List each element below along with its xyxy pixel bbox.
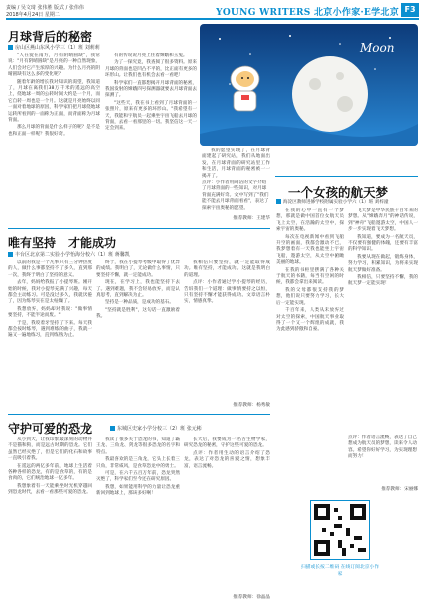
paragraph: 我知道，要成为一名航天员，不仅要有强健的体魄，还要有丰富的科学知识。 [348, 234, 418, 253]
paragraph: 我读了很多关于恐龙的书，知道了霸王龙、三角龙、剑龙等很多恐龙的名字和特点。 [96, 437, 180, 455]
paragraph: 飞天梦是中华民族千百年来的梦想。从"嫦娥奔月"的神话传说，到"神舟"飞船遨游太空，中国人一步一步实现着飞天梦想。 [348, 208, 418, 233]
article-4-recommender: 推荐教师：徐晶晶 [233, 595, 270, 600]
divider [8, 228, 270, 229]
paragraph: 随着年龄的增长我对知识的渴望，我知道了，月球在离我们38万千米的遥远的高空上，绕地球一周的公转时间大约是一个月，而它自转一周也是一个月。这就是月亮始终以同一面对着地球的原因，科学家们把月球绕地球运转所看到的一面称为正面，而背面称为月球背面。 [8, 79, 100, 124]
article-4-byline: 东城区史家小学分校三（2）班 张元彬 [110, 425, 202, 432]
paragraph: 我想象着有一天能乘坐时光机穿越回到恐龙时代，去看一看那些可爱的恐龙。 [8, 483, 92, 496]
article-1-col1 [8, 53, 100, 223]
paragraph: 有的传说说月亮上住着嫦娥和玉兔。 [114, 53, 188, 58]
paragraph: 从小到大，让我印象最深刻的动物并不是猫和狗，而是远古时期的恐龙。它们虽然已经灭绝了，但是它们的化石和故事一直吸引着我。 [8, 437, 92, 462]
article-3-title: 唯有坚持 才能成功 [8, 236, 117, 250]
divider [8, 414, 270, 415]
divider [275, 176, 418, 177]
paragraph: "人在爱在南方，月有阴晴圆缺"，我常说："月有阴晴圆缺"是月亮的一种自然现象，人们会对它产生浓厚的兴趣。为什么月亮的阴晴圆缺有这么多的变化呢？ [8, 53, 100, 78]
article-2-title: 一个女孩的航天梦 [288, 185, 389, 200]
section-title: YOUNG WRITERS 北京小作家·E学北京 [216, 8, 399, 18]
article-2-note: 点评：作者语言流畅，表达了自己想成为航天员的梦想，读来令人动容。希望你好好学习，为实现理想而努力！ [348, 435, 417, 460]
article-3-col2 [96, 260, 180, 410]
square-icon [276, 199, 281, 204]
date-line: 2018年4月24日 星期二 [6, 12, 60, 18]
paragraph: 我最喜欢的是三角龙，它头上长着三只角，非常威风，是食草恐龙中的勇士。 [96, 457, 180, 469]
article-4-col2 [96, 437, 180, 602]
paragraph: 我要从现在做起，锻炼身体，努力学习，积累知识，为将来实现航天梦做好准备。 [348, 254, 418, 273]
moon-astronaut-illustration [200, 24, 418, 146]
square-icon [8, 252, 13, 257]
paragraph: 那么月球的背面是什么样子的呢？是不是也和正面一样呢？我很好奇。 [8, 125, 100, 137]
paragraph: 为了一探究竟，我查阅了很多资料。原来月球的背面也是凹凸不平的，比正面有更多的环形山。让我们也有机会去看一看吧！ [105, 60, 197, 79]
paragraph: "坚持就是胜利"，这句话一直激励着我。 [96, 307, 180, 320]
article-2-recommender: 推荐教师：宋丽娜 [381, 487, 418, 492]
page-header-meta [6, 5, 84, 19]
paragraph: 我想放弃，妈妈却对我说："做事情要坚持，不能半途而废。" [8, 306, 92, 319]
header-rule [6, 18, 419, 20]
paragraph: 现在，在学习上，我也能坚持下去了。遇到难题，我不会轻易放弃，而是认真思考，直到解决为止。 [96, 280, 180, 299]
paragraph: 在我的书柜里摆满了各种关于航天的书籍，每当有空闲的时候，我都会拿出来阅读。 [276, 267, 344, 286]
paragraph: 终于，我在小提琴考级中取得了优异的成绩。我明白了，无论做什么事情，只要坚持不懈，就一定能成功。 [96, 260, 180, 278]
article-1-title: 月球背后的秘密 [8, 30, 93, 44]
moon-word: Moon [360, 41, 395, 55]
paragraph: 于是，我咬着牙坚持了下来。每天我都会按时练琴，遇到难练的曲子，我就一遍又一遍地练习，直到练熟为止。 [8, 320, 92, 339]
qr-code-icon[interactable] [310, 500, 370, 560]
qr-caption: 扫描或长按二维码 在线订阅北京小作家 [300, 565, 380, 577]
square-icon [110, 426, 115, 431]
paragraph: 点评：作者用生动的语言介绍了恐龙，表达了对恐龙的喜爱之情，想象丰富，语言流畅。 [184, 450, 270, 469]
paragraph: 我相信只要坚持，就一定能取得成功。唯有坚持，才能成功。这就是我明白的道理。 [184, 260, 270, 278]
square-icon [8, 45, 13, 50]
qr-block [300, 500, 380, 600]
paragraph: 坚持是一种品质，是成功的基石。 [105, 300, 174, 306]
article-2-byline: 海淀区教师进修学校附属实验小学六（1）班 刘梓潼 [276, 199, 388, 205]
paragraph: 去年，妈妈给我报了小提琴班。刚开始的时候，我对小提琴充满了兴趣，每天都会主动练习。可是没过多久，我就厌倦了，因为练琴实在是太枯燥了。 [8, 280, 92, 305]
paragraph: 点评：小作者通过学小提琴的经历，告诉我们一个道理：做事情要持之以恒，只有坚持不懈才能获得成功。文章语言朴实，情感真挚。 [184, 280, 270, 305]
paragraph: 可是，在六千五百万年前，恐龙突然灭绝了，科学家们至今还在研究原因。 [96, 471, 180, 483]
article-2-col2 [348, 208, 418, 433]
article-1-col3 [202, 148, 270, 178]
paragraph: 以前的我是一个凡事只有三分钟热度的人，做什么事都坚持不了多久，直到那一次，我终于明白了坚持的意义。 [8, 260, 92, 278]
paragraph: 我的父母都很支持我的梦想，他们说只要努力学习，长大后一定能实现。 [276, 287, 344, 306]
article-1-recommender: 推荐教师：王建华 [233, 216, 270, 221]
paragraph: 长大后，我要成为一名古生物学家，研究恐龙的秘密，守护这些可爱的恐龙。 [184, 437, 270, 449]
paragraph: 每次在电视新闻中看到飞船升空的画面，我都会激动不已，我梦想着有一天我也能坐上宇宙飞船，遨游太空，从太空中俯瞰美丽的地球。 [276, 234, 344, 266]
paragraph: 在我的心中一直有一个梦想，那就是做中国首位女航天员飞上太空，在浩瀚的太空中，探索宇宙的奥秘。 [276, 208, 344, 233]
article-4-title: 守护可爱的恐龙 [8, 422, 93, 436]
article-3-recommender: 推荐教师：杨秀敏 [233, 403, 270, 408]
paragraph: 在遥远的两亿多年前，地球上生活着各种各样的恐龙，有的是食草的，有的是食肉的，它们统治地球一亿多年。 [8, 463, 92, 482]
paragraph: 千百年来，人类从未放弃过对太空的探索，中国航天事业取得了一个又一个辉煌的成就，我为此感到骄傲和自豪。 [276, 308, 344, 333]
paragraph: 我的愿望实现了，在月球背面建起了研究站，我们从地面出发，在月球背面的研究站里工作和生活，月球背面的秘密被一一揭开了。 [202, 148, 270, 178]
page-number: F3 [401, 3, 419, 17]
paragraph: "这些天，我在书上看到了月球背面的一张照片，原来有更多的环形山。"我希望有一天，我能和宇航员一起乘坐宇宙飞船去月球的背面，去看一看那里的一切。我坚信这一天一定会到来。 [105, 100, 197, 132]
paragraph: 我相信，只要坚持不懈，我的航天梦一定能实现！ [348, 275, 418, 287]
paragraph: 我想，如果能用科学的力量让恐龙重新回到地球上，那该多好啊！ [96, 484, 180, 497]
article-1-note: 点评：小作者用简洁的文字介绍了月球背面的一些知识，对月球背面充满好奇。文中写到了"我们能不能去月球背面看看"，表达了探索宇宙奥秘的愿望。 [202, 180, 269, 211]
article-1-byline: 房山区燕山东风小学三（1）班 刘莉莉 [8, 44, 100, 51]
editors-line: 责编 / 吴文琦 张伟胜 版式 / 张伟伟 [6, 5, 84, 11]
article-3-byline: 丰台区北京第二实验小学怡海分校六（1）班 蒋馨凯 [8, 251, 130, 258]
article-3-col3 [184, 260, 270, 400]
article-2-col1 [276, 208, 344, 488]
article-4-col1 [8, 437, 92, 602]
article-3-col1 [8, 260, 92, 410]
paragraph: 科学家们一直都想揭开月球背面的秘密，我国发射的嫦娥四号探测器就要去月球背面去探测了。 [105, 80, 197, 99]
article-1-col2 [105, 53, 197, 223]
article-4-col3 [184, 437, 270, 592]
